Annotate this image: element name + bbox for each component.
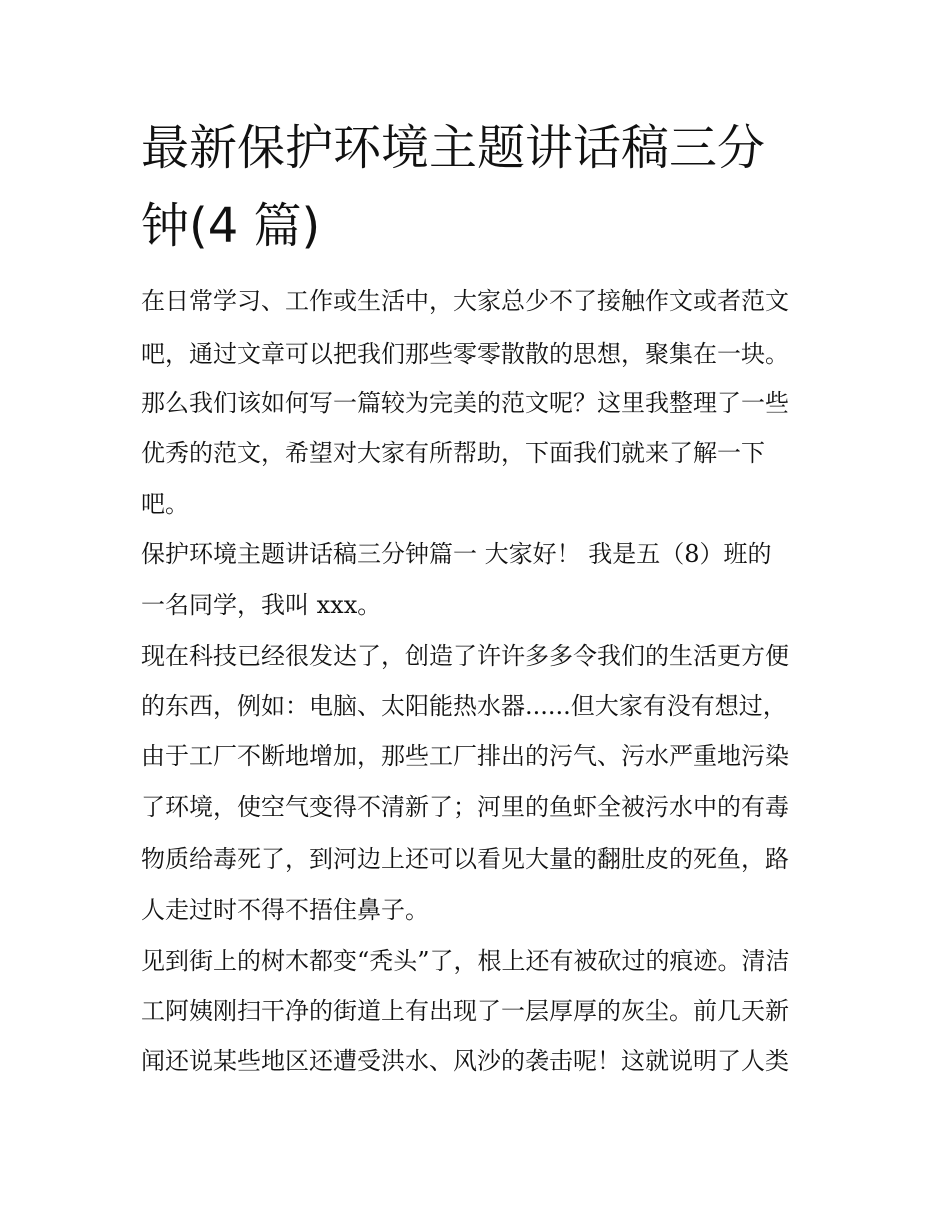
intro-line-4: 优秀的范文，希望对大家有所帮助，下面我们就来了解一下 [141,439,765,467]
document-title-line-2: 钟(4 篇) [141,198,321,254]
speech-heading-line-1: 保护环境主题讲话稿三分钟篇一 大家好！ 我是五（8）班的 [141,540,772,568]
body-line-8: 工阿姨刚扫干净的街道上有出现了一层厚厚的灰尘。前几天新 [141,997,789,1025]
document-title-line-1: 最新保护环境主题讲话稿三分 [141,120,766,176]
body-line-4: 了环境，使空气变得不清新了；河里的鱼虾全被污水中的有毒 [141,793,789,821]
body-line-2: 的东西，例如：电脑、太阳能热水器......但大家有没有想过， [141,692,787,720]
intro-line-5: 吧。 [141,490,189,518]
body-line-3: 由于工厂不断地增加，那些工厂排出的污气、污水严重地污染 [141,742,789,770]
body-line-6: 人走过时不得不捂住鼻子。 [141,896,429,924]
body-line-7: 见到街上的树木都变“秃头”了，根上还有被砍过的痕迹。清洁 [141,947,790,975]
intro-line-3: 那么我们该如何写一篇较为完美的范文呢？这里我整理了一些 [141,389,789,417]
intro-line-2: 吧，通过文章可以把我们那些零零散散的思想，聚集在一块。 [141,340,789,368]
body-line-9: 闻还说某些地区还遭受洪水、风沙的袭击呢！这就说明了人类 [141,1047,789,1075]
body-line-1: 现在科技已经很发达了，创造了许许多多令我们的生活更方便 [141,642,789,670]
speech-heading-line-2: 一名同学，我叫 xxx。 [141,591,382,619]
intro-line-1: 在日常学习、工作或生活中，大家总少不了接触作文或者范文 [141,287,789,315]
body-line-5: 物质给毒死了，到河边上还可以看见大量的翻肚皮的死鱼，路 [141,845,789,873]
